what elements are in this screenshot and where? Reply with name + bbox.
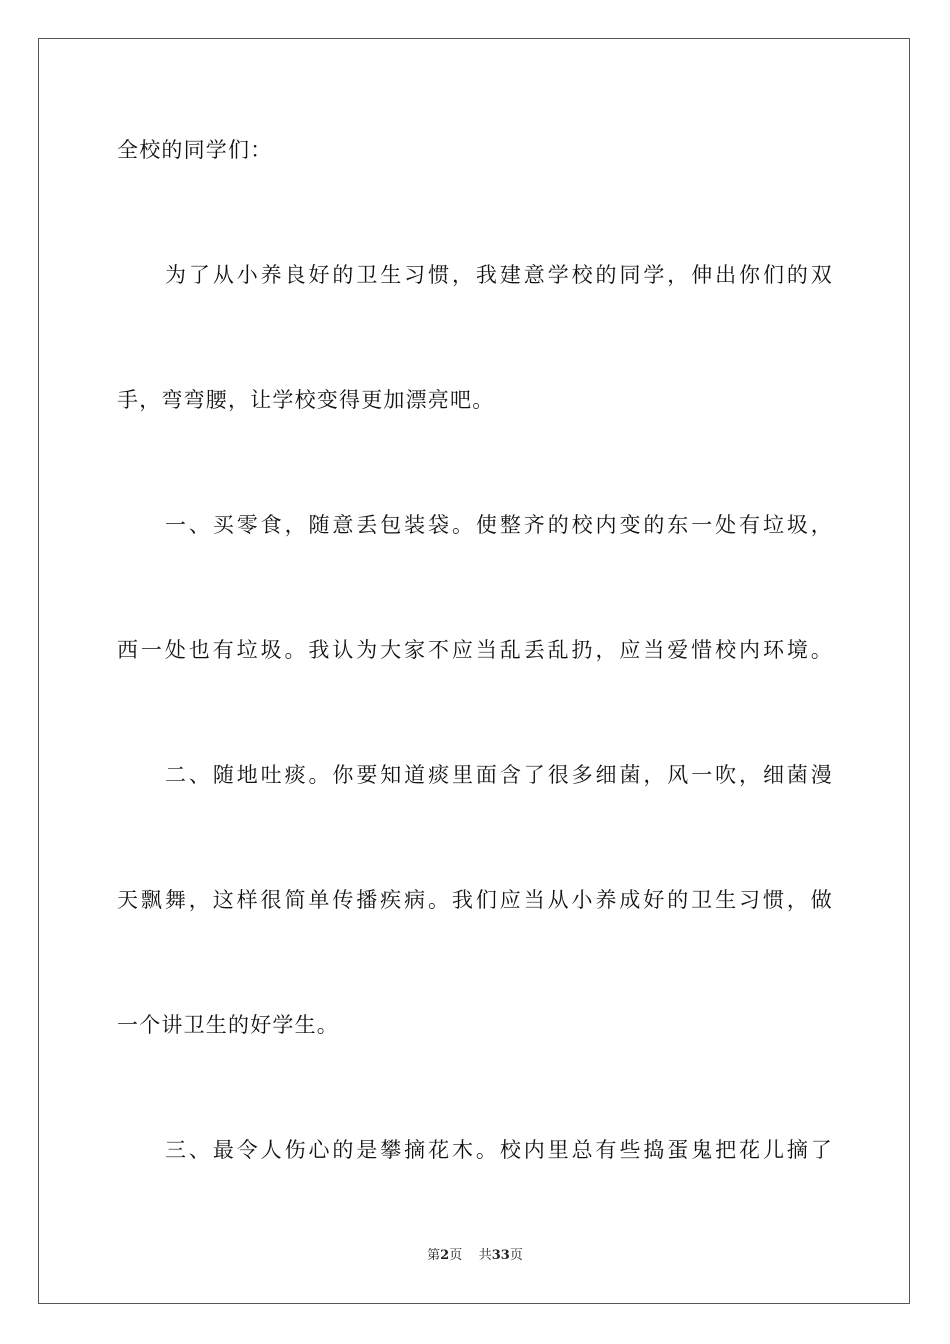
paragraph-line: 一个讲卫生的好学生。 (117, 1013, 339, 1037)
page-number: 2 (440, 1248, 450, 1263)
page-suffix: 页 (449, 1248, 463, 1263)
total-prefix: 共 (478, 1248, 492, 1263)
paragraph-line: 天飘舞，这样很简单传播疾病。我们应当从小养成好的卫生习惯，做 (117, 888, 833, 912)
page-prefix: 第 (427, 1248, 441, 1263)
page-border (38, 38, 910, 1304)
salutation: 全校的同学们： (117, 138, 273, 162)
paragraph-line: 三、最令人伤心的是攀摘花木。校内里总有些捣蛋鬼把花儿摘了 (165, 1138, 833, 1162)
paragraph-line: 西一处也有垃圾。我认为大家不应当乱丢乱扔，应当爱惜校内环境。 (117, 638, 833, 662)
paragraph-line: 为了从小养良好的卫生习惯，我建意学校的同学，伸出你们的双 (165, 263, 833, 287)
total-suffix: 页 (509, 1248, 523, 1263)
paragraph-line: 二、随地吐痰。你要知道痰里面含了很多细菌，风一吹，细菌漫 (165, 763, 833, 787)
page-footer (0, 1246, 950, 1266)
paragraph-line: 一、买零食，随意丢包装袋。使整齐的校内变的东一处有垃圾， (165, 513, 833, 537)
paragraph-line: 手，弯弯腰，让学校变得更加漂亮吧。 (117, 388, 495, 412)
total-pages: 33 (491, 1248, 510, 1263)
